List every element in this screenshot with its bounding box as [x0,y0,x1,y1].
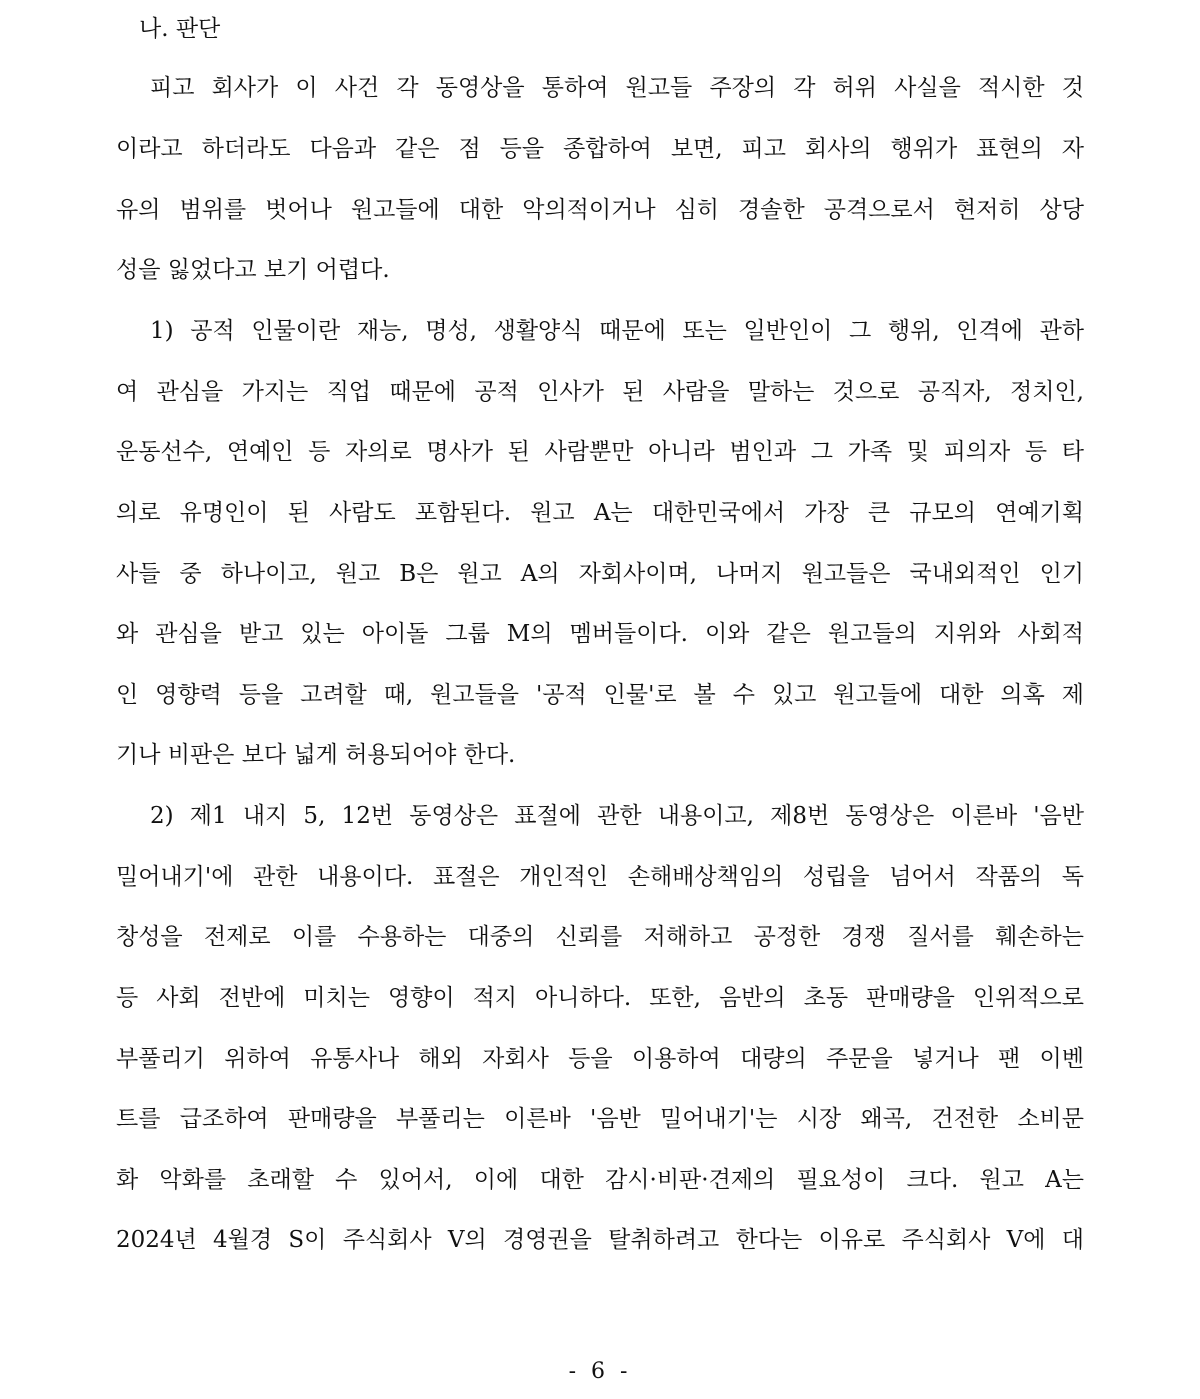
paragraph-2-line-4: 의로 유명인이 된 사람도 포함된다. 원고 A는 대한민국에서 가장 큰 규모의 연예기획 [116,500,1084,526]
page-number: - 6 - [568,1359,632,1384]
section-heading: 나. 판단 [139,16,221,42]
paragraph-2-line-7: 인 영향력 등을 고려할 때, 원고들을 '공적 인물'로 볼 수 있고 원고들에 대한 의혹 제 [116,682,1084,708]
paragraph-2-line-8: 기나 비판은 보다 넓게 허용되어야 한다. [116,742,516,768]
paragraph-2-line-2: 여 관심을 가지는 직업 때문에 공적 인사가 된 사람을 말하는 것으로 공직자, 정치인, [116,379,1084,405]
paragraph-2-line-1: 1) 공적 인물이란 재능, 명성, 생활양식 때문에 또는 일반인이 그 행위, 인격에 관하 [150,318,1084,344]
paragraph-3-line-4: 등 사회 전반에 미치는 영향이 적지 아니하다. 또한, 음반의 초동 판매량을 인위적으로 [116,985,1084,1011]
paragraph-3-line-3: 창성을 전제로 이를 수용하는 대중의 신뢰를 저해하고 공정한 경쟁 질서를 훼손하는 [116,924,1084,950]
paragraph-3-line-5: 부풀리기 위하여 유통사나 해외 자회사 등을 이용하여 대량의 주문을 넣거나 팬 이벤 [116,1046,1084,1072]
paragraph-2-line-5: 사들 중 하나이고, 원고 B은 원고 A의 자회사이며, 나머지 원고들은 국내외적인 인기 [116,561,1084,587]
paragraph-2-line-6: 와 관심을 받고 있는 아이돌 그룹 M의 멤버들이다. 이와 같은 원고들의 지위와 사회적 [116,621,1084,647]
paragraph-3-line-6: 트를 급조하여 판매량을 부풀리는 이른바 '음반 밀어내기'는 시장 왜곡, 건전한 소비문 [116,1106,1084,1132]
paragraph-1-line-1: 피고 회사가 이 사건 각 동영상을 통하여 원고들 주장의 각 허위 사실을 적시한 것 [150,75,1084,101]
paragraph-1-line-2: 이라고 하더라도 다음과 같은 점 등을 종합하여 보면, 피고 회사의 행위가 표현의 자 [116,136,1084,162]
paragraph-3-line-8: 2024년 4월경 S이 주식회사 V의 경영권을 탈취하려고 한다는 이유로 주식회사 V에 대 [116,1227,1084,1253]
paragraph-2-line-3: 운동선수, 연예인 등 자의로 명사가 된 사람뿐만 아니라 범인과 그 가족 및 피의자 등 타 [116,439,1084,465]
paragraph-1-line-3: 유의 범위를 벗어나 원고들에 대한 악의적이거나 심히 경솔한 공격으로서 현저히 상당 [116,197,1084,223]
paragraph-1-line-4: 성을 잃었다고 보기 어렵다. [116,257,390,283]
paragraph-3-line-2: 밀어내기'에 관한 내용이다. 표절은 개인적인 손해배상책임의 성립을 넘어서 작품의 독 [116,864,1084,890]
paragraph-3-line-1: 2) 제1 내지 5, 12번 동영상은 표절에 관한 내용이고, 제8번 동영상은 이른바 '음반 [150,803,1084,829]
paragraph-3-line-7: 화 악화를 초래할 수 있어서, 이에 대한 감시·비판·견제의 필요성이 크다. 원고 A는 [116,1167,1084,1193]
